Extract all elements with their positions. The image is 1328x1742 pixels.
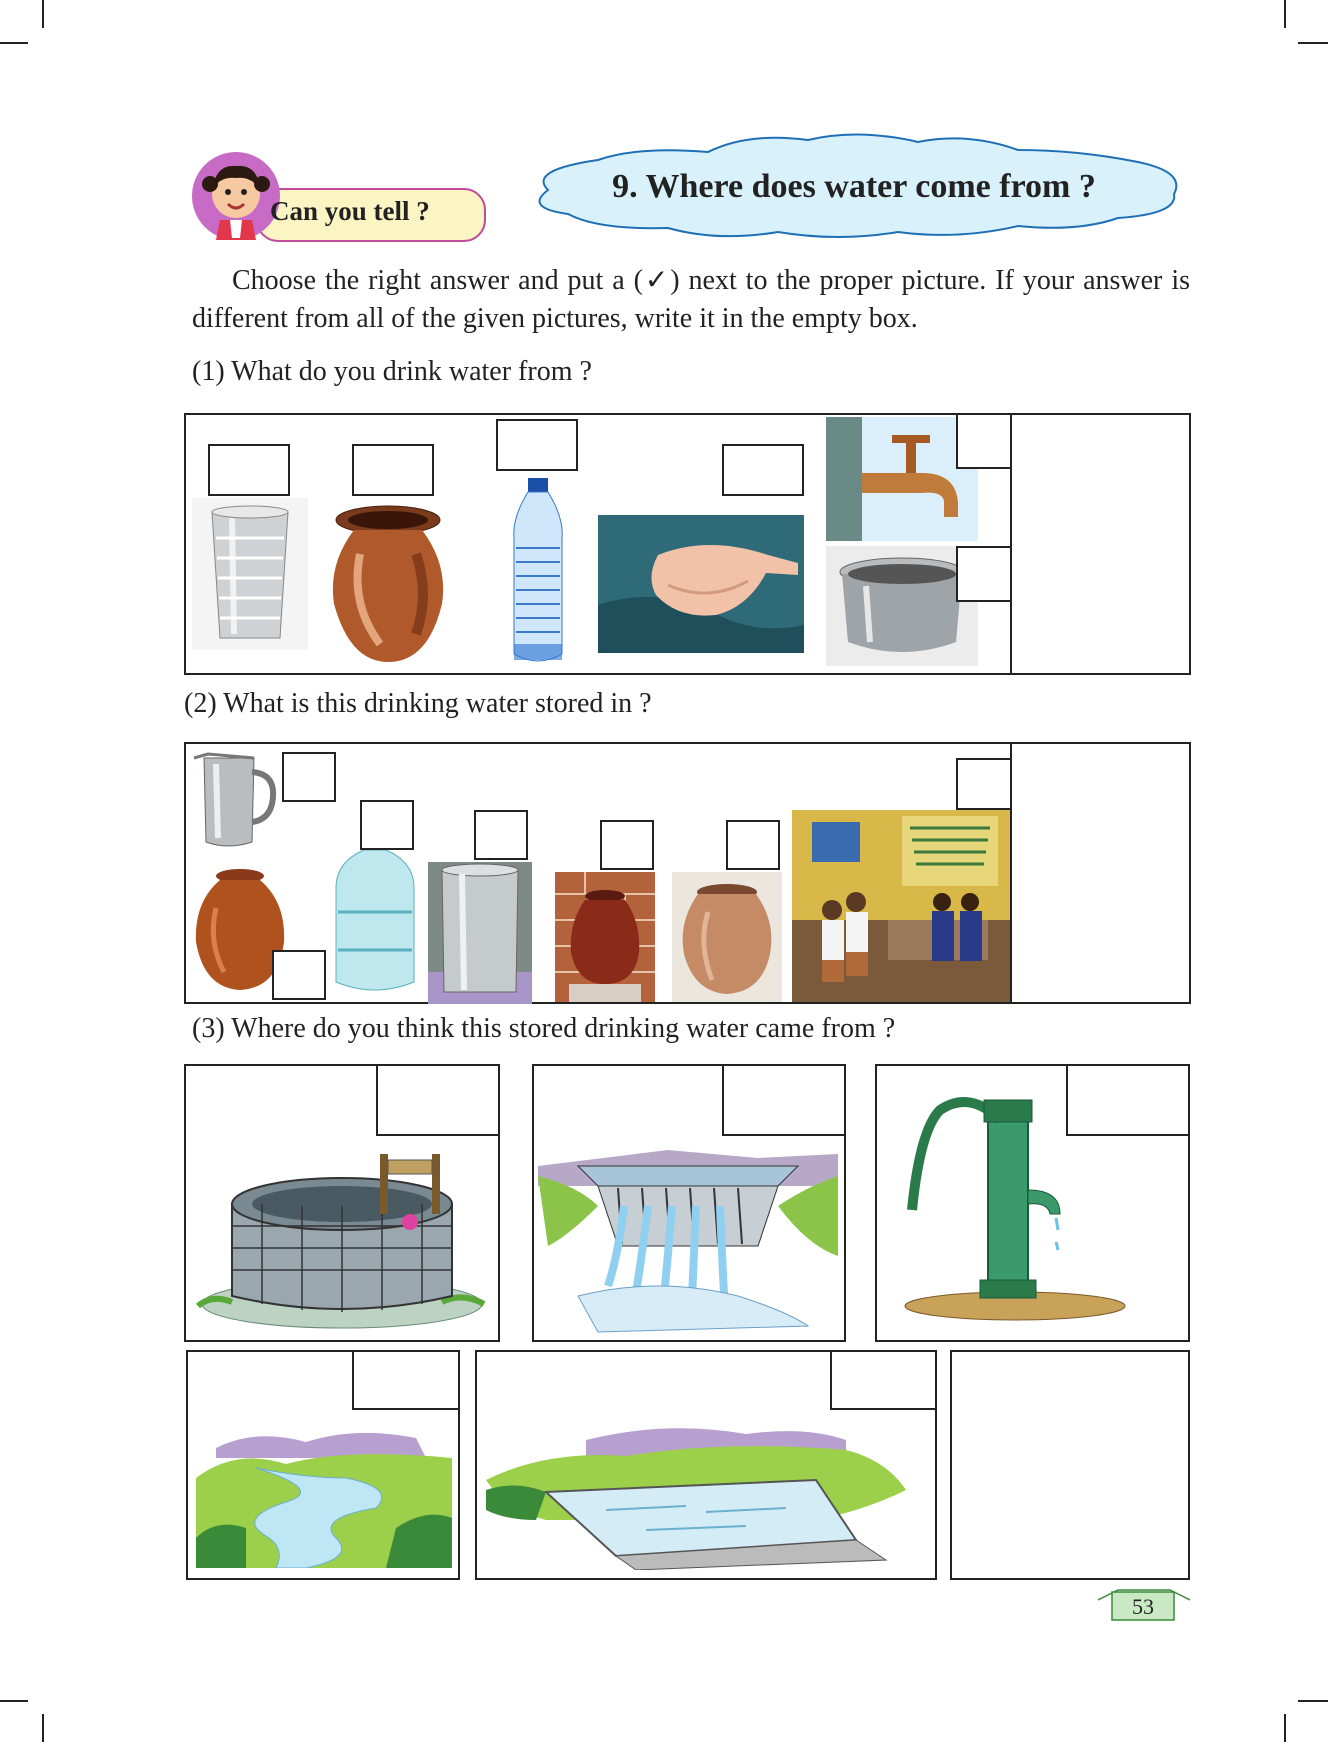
steel-jug-icon [192, 750, 280, 850]
brick-wall-pot-icon [555, 872, 655, 1002]
cupped-hands-icon [598, 515, 804, 653]
q2-answer-box[interactable] [600, 820, 654, 870]
q3-answer-box[interactable] [376, 1064, 500, 1136]
large-clay-pot-icon [672, 872, 782, 1002]
school-water-tank-icon [792, 810, 1010, 1002]
q1-answer-box[interactable] [956, 413, 1012, 469]
well-icon [192, 1146, 492, 1334]
crop-mark [0, 1700, 28, 1702]
question-1: (1) What do you drink water from ? [192, 356, 592, 387]
crop-mark [42, 0, 44, 28]
crop-mark [1298, 1700, 1328, 1702]
lake-icon [486, 1420, 926, 1570]
steel-drum-icon [428, 862, 532, 1004]
q2-answer-box[interactable] [956, 758, 1012, 810]
crop-mark [1298, 42, 1328, 44]
q2-answer-box[interactable] [272, 950, 326, 1000]
copper-pot-icon [320, 494, 456, 664]
page-title: 9. Where does water come from ? [612, 168, 1096, 205]
crop-mark [1284, 1714, 1286, 1742]
steel-glass-icon [192, 498, 308, 650]
q2-answer-box[interactable] [726, 820, 780, 870]
q3-answer-box[interactable] [722, 1064, 846, 1136]
question-3: (3) Where do you think this stored drinking water came from ? [192, 1013, 896, 1044]
q2-answer-box[interactable] [282, 752, 336, 802]
q1-answer-box[interactable] [352, 444, 434, 496]
q1-answer-box[interactable] [208, 444, 290, 496]
river-icon [196, 1418, 452, 1568]
water-jar-icon [330, 832, 420, 994]
q3-answer-box[interactable] [830, 1350, 937, 1410]
q2-answer-box[interactable] [360, 800, 414, 850]
q3-answer-box[interactable] [1066, 1064, 1190, 1136]
badge-text: Can you tell ? [270, 196, 430, 226]
crop-mark [1284, 0, 1286, 28]
crop-mark [42, 1714, 44, 1742]
q1-answer-box[interactable] [956, 546, 1012, 602]
dam-icon [538, 1146, 838, 1334]
q1-answer-box[interactable] [722, 444, 804, 496]
q3-answer-box[interactable] [352, 1350, 460, 1410]
other-answer-box[interactable] [950, 1350, 1190, 1580]
page-number-tab [1098, 1586, 1190, 1622]
title-cloud [518, 128, 1190, 244]
can-you-tell-badge [186, 150, 498, 244]
page-number: 53 [1132, 1594, 1154, 1619]
q1-answer-box[interactable] [496, 419, 578, 471]
instructions: Choose the right answer and put a (✓) next to the proper picture. If your answer is different from all of the given pictures, write it in the empty box. [192, 265, 1190, 334]
crop-mark [0, 42, 28, 44]
q2-answer-box[interactable] [474, 810, 528, 860]
water-bottle-icon [504, 478, 572, 666]
question-2: (2) What is this drinking water stored in ? [184, 688, 652, 719]
